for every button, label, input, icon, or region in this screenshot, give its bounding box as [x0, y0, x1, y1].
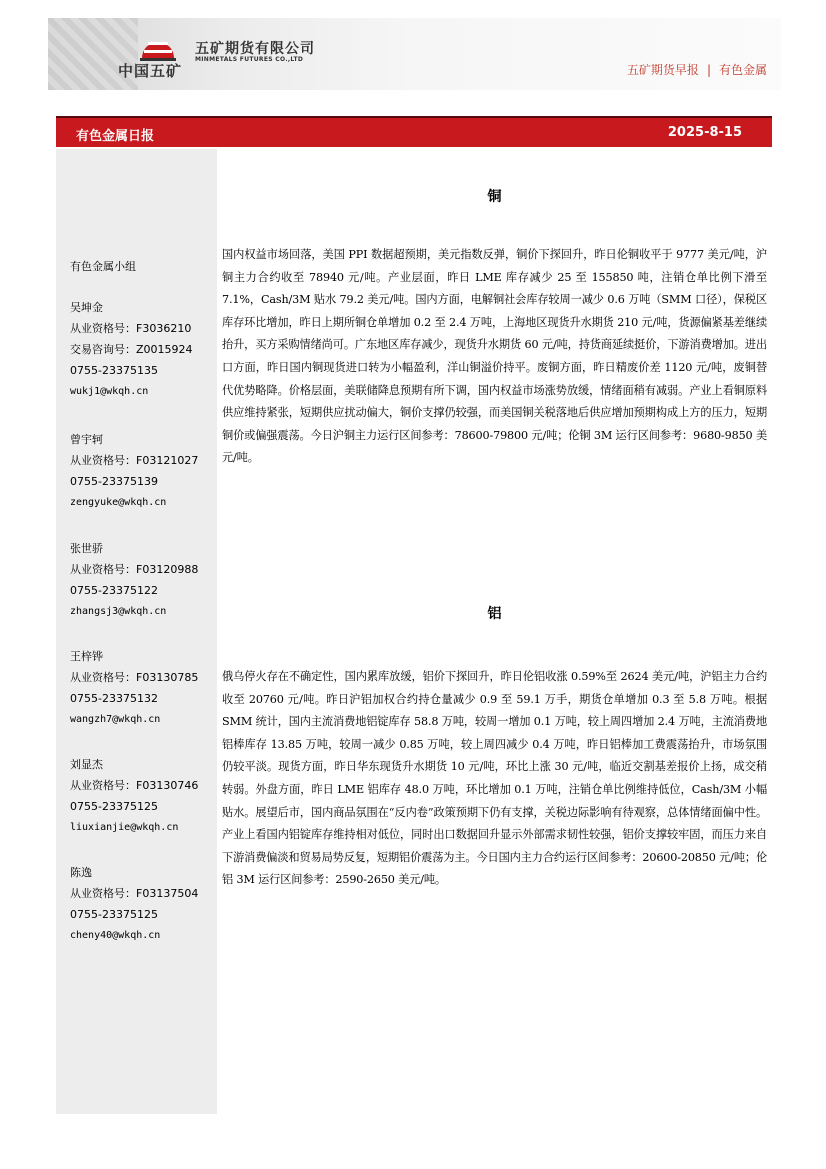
- member-license: 从业资格号：F03137504: [70, 887, 199, 900]
- title-bar: [56, 116, 772, 147]
- member-license: 从业资格号：F03121027: [70, 454, 199, 467]
- team-member: [70, 429, 220, 513]
- member-email: zengyuke@wkqh.cn: [70, 497, 167, 508]
- report-category: 有色金属: [718, 63, 767, 77]
- member-phone: 0755-23375125: [70, 800, 158, 813]
- team-member: [70, 538, 220, 622]
- member-name: 刘显杰: [70, 758, 103, 771]
- member-consult-license: 交易咨询号：Z0015924: [70, 343, 193, 356]
- team-member: [70, 862, 220, 946]
- member-license: 从业资格号：F03130746: [70, 779, 199, 792]
- company-name-cn: 五矿期货有限公司: [195, 41, 315, 57]
- report-date: 2025-8-15: [667, 125, 742, 140]
- team-name: 有色金属小组: [70, 260, 136, 273]
- header-separator: |: [706, 63, 711, 77]
- company-name-en: MINMETALS FUTURES CO.,LTD: [195, 56, 304, 63]
- section-title-copper: 铜: [487, 189, 502, 205]
- member-name: 张世骄: [70, 542, 103, 555]
- member-email: wukj1@wkqh.cn: [70, 386, 149, 397]
- page-header: [48, 18, 781, 90]
- report-title: 有色金属日报: [76, 129, 155, 144]
- section-body-copper: 国内权益市场回落，美国 PPI 数据超预期，美元指数反弹，铜价下探回升，昨日伦铜收平于 9777 美元/吨，沪铜主力合约收至 78940 元/吨。产业层面，昨日 LME 库存减少 25 至 155850 吨，注销仓单比例下滑至 7.1%，Cash/3M 贴水 79.2 美元/吨。国内方面，电解铜社会库存较周一减少 0.6 万吨（SMM 口径），保税区库存环比增加，昨日上期所铜仓单增加 0.2 至 2.4 万吨，上海地区现货升水期货 210 元/吨，货源偏紧基差继续抬升，买方采购情绪尚可。广东地区库存减少，现货升水期货 60 元/吨，持货商延续挺价，下游消费增加。进出口方面，昨日国内铜现货进口转为小幅盈利，洋山铜溢价持平。废铜方面，昨日精废价差 1120 元/吨，废铜替代优势略降。价格层面，美联储降息预期有所下调，国内权益市场涨势放缓，情绪面稍有减弱。产业上看铜原料供应维持紧张，短期供应扰动偏大，铜价支撑仍较强，而美国铜关税落地后供应增加预期构成上方的压力，短期铜价或偏强震荡。今日沪铜主力运行区间参考：78600-79800 元/吨；伦铜 3M 运行区间参考：9680-9850 美元/吨。: [222, 248, 767, 465]
- member-name: 陈逸: [70, 866, 92, 879]
- member-email: liuxianjie@wkqh.cn: [70, 822, 179, 833]
- report-name: 五矿期货早报: [626, 63, 699, 77]
- member-license: 从业资格号：F3036210: [70, 322, 192, 335]
- member-name: 曾宇轲: [70, 433, 103, 446]
- team-member: [70, 754, 220, 838]
- team-member: [70, 646, 220, 730]
- member-license: 从业资格号：F03120988: [70, 563, 199, 576]
- minmetals-logo-icon: [136, 28, 180, 64]
- report-label: [627, 61, 767, 78]
- member-license: 从业资格号：F03130785: [70, 671, 199, 684]
- member-email: cheny40@wkqh.cn: [70, 930, 161, 941]
- title-bar-rule: [56, 116, 772, 118]
- member-phone: 0755-23375125: [70, 908, 158, 921]
- member-phone: 0755-23375122: [70, 584, 158, 597]
- member-name: 吴坤金: [70, 301, 103, 314]
- member-phone: 0755-23375135: [70, 364, 158, 377]
- member-email: zhangsj3@wkqh.cn: [70, 606, 167, 617]
- member-phone: 0755-23375132: [70, 692, 158, 705]
- member-name: 王梓铧: [70, 650, 103, 663]
- section-title-aluminium: 铝: [487, 606, 502, 622]
- logo-text: 中国五矿: [118, 62, 183, 80]
- sidebar-team-info: [56, 149, 217, 1114]
- member-phone: 0755-23375139: [70, 475, 158, 488]
- section-body-aluminium: 俄乌停火存在不确定性，国内累库放缓，铝价下探回升，昨日伦铝收涨 0.59%至 2624 美元/吨，沪铝主力合约收至 20760 元/吨。昨日沪铝加权合约持仓量减少 0.9 至 59.1 万手，期货仓单增加 0.3 至 5.8 万吨。根据 SMM 统计，国内主流消费地铝锭库存 58.8 万吨，较周一增加 0.1 万吨，较上周四增加 2.4 万吨，主流消费地铝棒库存 13.85 万吨，较周一减少 0.85 万吨，较上周四减少 0.4 万吨，昨日铝棒加工费震荡抬升，市场氛围仍较平淡。现货方面，昨日华东现货升水期货 10 元/吨，环比上涨 30 元/吨，临近交割基差报价上扬，成交稍转弱。外盘方面，昨日 LME 铝库存 48.0 万吨，环比增加 0.1 万吨，注销仓单比例维持低位，Cash/3M 小幅贴水。展望后市，国内商品氛围在“反内卷”政策预期下仍有支撑，关税边际影响有待观察，总体情绪面偏中性。产业上看国内铝锭库存维持相对低位，同时出口数据回升显示外部需求韧性较强，铝价支撑较牢固，而压力来自下游消费偏淡和贸易局势反复，短期铝价震荡为主。今日国内主力合约运行区间参考：20600-20850 元/吨；伦铝 3M 运行区间参考：2590-2650 美元/吨。: [222, 670, 767, 887]
- team-member: [70, 297, 220, 402]
- member-email: wangzh7@wkqh.cn: [70, 714, 161, 725]
